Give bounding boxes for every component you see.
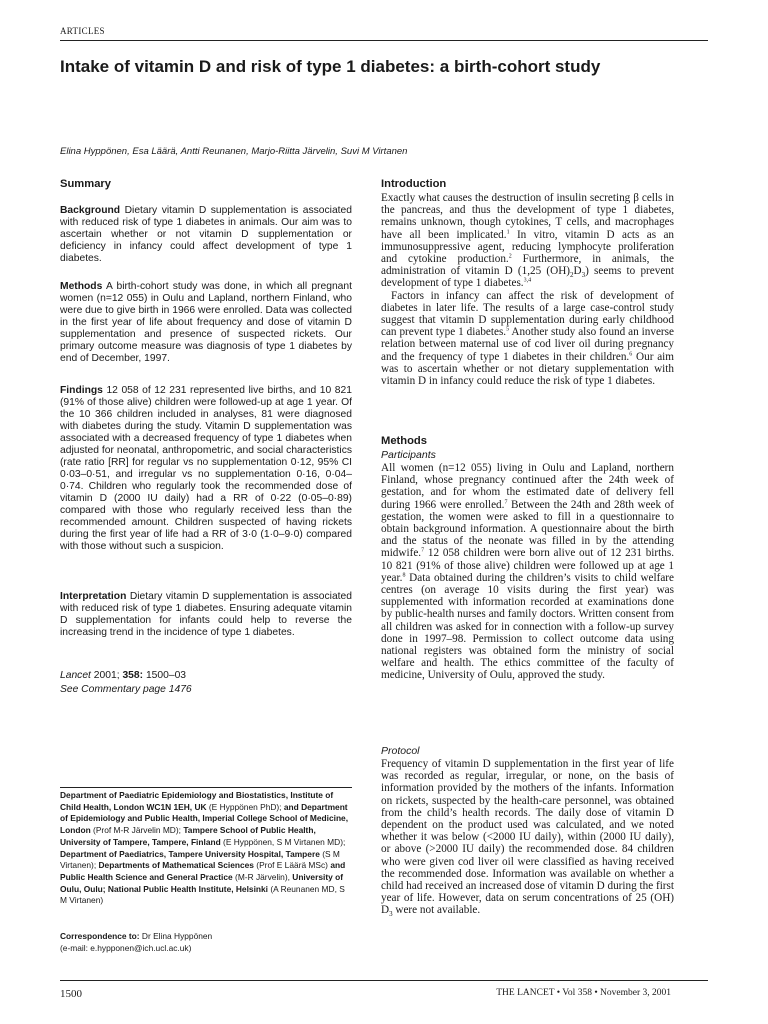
intro-paragraph-2	[381, 290, 674, 388]
methods-text: All women (n=12 055) living in Oulu and Lapland, northern Finland, whose pregnancy continued after the 24th week of gestation, and for whom the estimated date of delivery fell during 1966 were enrolled.	[381, 462, 674, 511]
reference: 5	[506, 326, 510, 333]
affiliation-5-people: (Prof E Läärä MSc)	[256, 860, 328, 871]
intro-text: Factors in infancy can affect the risk of development of diabetes in later life. The results of a large case-control study suggest that vitamin D supplementation during early childhood can prevent type 1 diabetes.	[381, 289, 674, 339]
affiliation-3: Tampere School of Public Health, University of Tampere, Tampere, Finland	[60, 825, 316, 847]
affiliation-6: Public Health Science and General Practice	[60, 871, 233, 882]
citation-year: 2001;	[93, 670, 120, 681]
protocol-text: were not available.	[392, 904, 481, 917]
participants-paragraph	[381, 462, 674, 682]
affiliation-7-people: (A Reunanen MD, S M Virtanen)	[60, 883, 345, 906]
intro-text: Another study also found an inverse relation between maternal use of cod liver oil during pregnancy and the frequency of type 1 diabetes in their children.	[381, 326, 674, 363]
intro-text: Furthermore, in animals, the administration of vitamin D (1,25 (OH)	[381, 253, 674, 278]
methods-text: 12 058 children were born alive out of 12 231 births. 10 821 (91% of those alive) children were followed up at age 1 year.	[381, 547, 674, 584]
affiliation-and: and	[283, 801, 299, 812]
protocol-paragraph	[381, 758, 674, 917]
background-label: Background	[60, 205, 121, 216]
interpretation-label: Interpretation	[60, 591, 127, 602]
page-number: 1500	[60, 988, 82, 1000]
affiliation-rule	[60, 787, 352, 788]
methods-text: A birth-cohort study was done, in which all pregnant women (n=12 055) in Oulu and Lapland, northern Finland, who were due to give birth in 1966 were enrolled. Data was collected in the first year of life about frequency and dose of vitamin D supplementation and presence of suspected rickets. Our primary outcome measure was diagnosis of type 1 diabetes by end of December, 1997.	[60, 281, 352, 364]
reference: 2	[508, 253, 512, 260]
section-label: ARTICLES	[60, 26, 105, 36]
intro-text: D	[573, 265, 582, 278]
affiliations	[60, 790, 352, 907]
summary-findings	[60, 385, 352, 553]
affiliation-1-people: (E Hyppönen PhD);	[208, 801, 282, 812]
intro-text: In vitro, vitamin D acts as an immunosuppressive agent, reducing lymphocyte proliferation and cytokine production.	[381, 228, 675, 266]
background-text: Dietary vitamin D supplementation is associated with reduced risk of type 1 diabetes in animals. Our aim was to ascertain whether or not vitamin D supplementation or deficiency in infancy could affect development of type 1 diabetes.	[60, 205, 352, 264]
summary-interpretation	[60, 591, 352, 639]
reference: 7	[421, 547, 425, 554]
top-rule	[60, 40, 708, 41]
protocol-text: Frequency of vitamin D supplementation in the first year of life was recorded as regular, irregular, or none, on the basis of information provided by the mothers of the infants. Information on rickets, suspected by the health-care personnel, was obtained from the child’s health records. The daily dose of vitamin D dependent on the product used was calculated, and we noted whether it was below (<2000 IU daily), within (2000 IU daily), or above (>2000 IU daily) the recommended dose. 84 children who were given cod liver oil were classified as having received the recommended dose. Information was available on whether a child had received an increased dose of vitamin D during the first year of life. However, data on serum concentrations of 25 (OH) D	[381, 758, 674, 917]
findings-text: 12 058 of 12 231 represented live births, and 10 821 (91% of those alive) children were followed-up at age 1 year. Of the 10 366 children included in analyses, 81 were diagnosed with diabetes during the study. Vitamin D supplementation was associated with a decreased frequency of type 1 diabetes when adjusted for neonatal, anthropometric, and social characteristics (rate ratio [RR] for regular vs no supplementation 0·12, 95% CI 0·03–0·51, and irregular vs no supplementation 0·16, 0·04–0·74. Children who regularly took the recommended dose of vitamin D (2000 IU daily) had a RR of 0·22 (0·05–0·89) compared with those who regularly received less than the recommended amount. Children suspected of having rickets during the first year of life had a RR of 3·0 (1·0–9·0) compared with those without such a suspicion.	[60, 385, 352, 552]
correspondence-name: Dr Elina Hyppönen	[141, 931, 213, 941]
reference: 7	[504, 498, 508, 505]
summary-heading: Summary	[60, 178, 111, 190]
affiliation-7: University of Oulu, Oulu; National Public Health Institute, Helsinki	[60, 871, 343, 894]
affiliation-4-people: (S M Virtanen);	[60, 848, 340, 871]
reference: 1	[506, 228, 510, 235]
methods-text: Data obtained during the children’s visits to child welfare centres (on average 10 visits during the first year) was supplemented with information recorded at examinations done by public-health nurses and family doctors. Written consent from all children was asked for in connection with a follow-up survey done in 1997–98. Permission to collect outcome data using national registers was obtained form the ministry of social welfare and health. The ethics committee of the faculty of medicine, University of Oulu, approved the study.	[381, 571, 674, 682]
protocol-body	[381, 758, 674, 917]
affiliation-4: Department of Paediatrics, Tampere University Hospital, Tampere	[60, 848, 320, 859]
correspondence	[60, 931, 352, 954]
summary-background	[60, 205, 352, 265]
commentary-link[interactable]: See Commentary page 1476	[60, 684, 192, 695]
citation-pages: 1500–03	[145, 670, 187, 681]
affiliation-and-2: and	[330, 860, 346, 871]
methods-label: Methods	[60, 281, 103, 292]
intro-text: ) seems to prevent development of type 1 diabetes.	[381, 265, 674, 290]
journal-footer: THE LANCET • Vol 358 • November 3, 2001	[496, 988, 671, 998]
findings-label: Findings	[60, 385, 103, 396]
citation-volume: 358:	[122, 670, 144, 681]
reference: 8	[402, 572, 406, 579]
affiliation-2: Department of Epidemiology and Public Health, Imperial College School of Medicine, London	[60, 801, 349, 836]
correspondence-label: Correspondence to:	[60, 931, 140, 941]
reference: 3,4	[523, 277, 532, 284]
citation	[60, 669, 352, 697]
introduction-body	[381, 192, 674, 387]
interpretation-text: Dietary vitamin D supplementation is associated with reduced risk of type 1 diabetes. Ensuring adequate vitamin D supplementation for infants could help to reverse the increasing trend in the incidence of type 1 diabetes.	[60, 591, 352, 638]
summary-methods	[60, 281, 352, 365]
methods-text: Between the 24th and 28th week of gestation, the women were asked to fill in a questionnaire to obtain background information. A questionnaire about the birth and the status of the neonate was filled in by the attending midwife.	[381, 498, 674, 560]
intro-text: Our aim was to ascertain whether or not dietary supplementation with vitamin D in infancy could reduce the risk of type 1 diabetes.	[381, 350, 674, 388]
bottom-rule	[60, 980, 708, 981]
reference: 6	[629, 350, 633, 357]
affiliation-1: Department of Paediatric Epidemiology and Biostatistics, Institute of Child Health, London WC1N 1EH, UK	[60, 790, 334, 812]
participants-body	[381, 462, 674, 682]
correspondence-email[interactable]: (e-mail: e.hypponen@ich.ucl.ac.uk)	[60, 942, 192, 953]
article-title: Intake of vitamin D and risk of type 1 diabetes: a birth-cohort study	[60, 57, 601, 76]
subscript: 3	[389, 910, 393, 919]
participants-heading: Participants	[381, 449, 436, 461]
affiliation-5: Departments of Mathematical Sciences	[98, 860, 254, 871]
affiliation-6-people: (M-R Järvelin),	[235, 871, 290, 882]
subscript: 3	[581, 271, 586, 280]
affiliation-3-people: (E Hyppönen, S M Virtanen MD);	[223, 836, 346, 847]
protocol-heading: Protocol	[381, 745, 420, 757]
methods-heading: Methods	[381, 435, 427, 447]
introduction-heading: Introduction	[381, 178, 447, 190]
intro-text: Exactly what causes the destruction of insulin secreting β cells in the pancreas, and thus the development of type 1 diabetes, remains unknown, though cytokines, T cells, and macrophages have all been implicated.	[381, 192, 674, 241]
affiliation-2-people: (Prof M-R Järvelin MD);	[93, 825, 181, 836]
author-list: Elina Hyppönen, Esa Läärä, Antti Reunanen, Marjo-Riitta Järvelin, Suvi M Virtanen	[60, 146, 408, 157]
subscript: 2	[570, 271, 574, 280]
citation-journal: Lancet	[60, 670, 91, 681]
intro-paragraph-1	[381, 192, 674, 290]
